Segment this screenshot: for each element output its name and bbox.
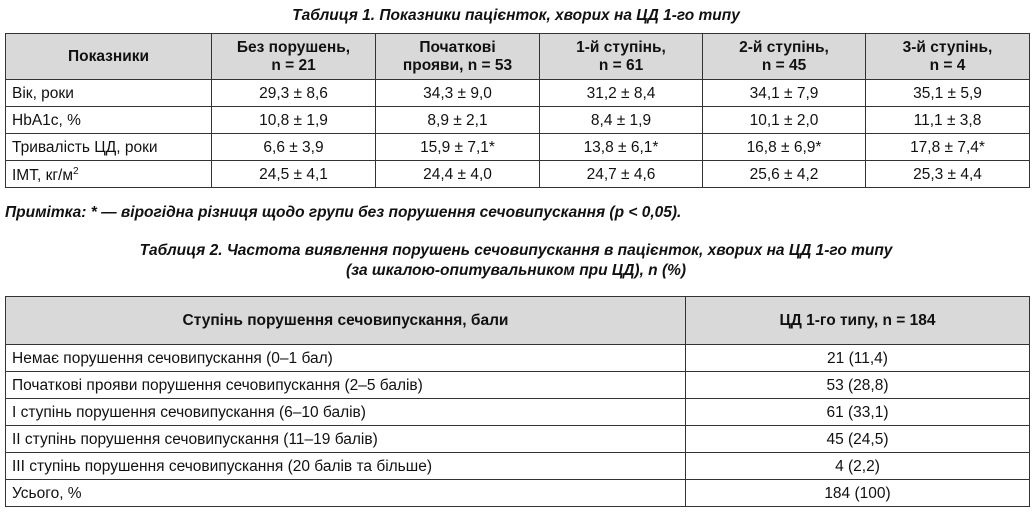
table-cell: 16,8 ± 6,9* (703, 134, 866, 161)
row-label: Початкові прояви порушення сечовипускання (2–5 балів) (6, 372, 686, 399)
header-grade-3: 3-й ступінь, n = 4 (866, 34, 1030, 80)
table-row (6, 345, 1030, 372)
table-row (6, 107, 1030, 134)
row-label: ІМТ, $кг/м^2$ (6, 161, 212, 188)
table1-title: Таблиця 1. Показники пацієнток, хворих на ЦД 1-го типу (292, 7, 740, 24)
table-row (6, 426, 1030, 453)
table-row (6, 399, 1030, 426)
row-label: I ступінь порушення сечовипускання (6–10 балів) (6, 399, 686, 426)
row-label: Тривалість ЦД, роки (6, 134, 212, 161)
table-cell: 29,3 ± 8,6 (212, 80, 376, 107)
row-label: Вік, роки (6, 80, 212, 107)
table2-header-row (6, 297, 1030, 345)
table-cell: 31,2 ± 8,4 (540, 80, 703, 107)
row-label: II ступінь порушення сечовипускання (11–19 балів) (6, 426, 686, 453)
table-row (6, 480, 1030, 507)
table-cell: 184 (100) (686, 480, 1030, 507)
header-indicators: Показники (6, 34, 212, 80)
table-cell: 61 (33,1) (686, 399, 1030, 426)
row-label: HbA1c, % (6, 107, 212, 134)
header-no-disorders: Без порушень, n = 21 (212, 34, 376, 80)
table1-header-row (6, 34, 1030, 80)
table-cell: 53 (28,8) (686, 372, 1030, 399)
table1-note: Примітка: * — вірогідна різниця щодо групи без порушення сечовипускання (р < 0,05). (5, 204, 682, 221)
urination-disorders-table (5, 296, 1030, 507)
table-cell: 15,9 ± 7,1* (376, 134, 540, 161)
table-cell: 6,6 ± 3,9 (212, 134, 376, 161)
table-cell: 34,3 ± 9,0 (376, 80, 540, 107)
header-initial-signs: Початкові прояви, n = 53 (376, 34, 540, 80)
table-cell: 25,3 ± 4,4 (866, 161, 1030, 188)
table2-title-line1: Таблиця 2. Частота виявлення порушень сечовипускання в пацієнток, хворих на ЦД 1-го типу (139, 242, 893, 259)
table-cell: 34,1 ± 7,9 (703, 80, 866, 107)
table-cell: 8,4 ± 1,9 (540, 107, 703, 134)
table-cell: 21 (11,4) (686, 345, 1030, 372)
table-cell: 11,1 ± 3,8 (866, 107, 1030, 134)
table-row (6, 80, 1030, 107)
header-grade-1: 1-й ступінь, n = 61 (540, 34, 703, 80)
table-cell: 13,8 ± 6,1* (540, 134, 703, 161)
table-cell: 25,6 ± 4,2 (703, 161, 866, 188)
row-label: Усього, % (6, 480, 686, 507)
table-cell: 24,4 ± 4,0 (376, 161, 540, 188)
header-disorder-grade: Ступінь порушення сечовипускання, бали (6, 297, 686, 345)
table-cell: 10,1 ± 2,0 (703, 107, 866, 134)
table-row (6, 161, 1030, 188)
table-cell: 4 (2,2) (686, 453, 1030, 480)
row-label: Немає порушення сечовипускання (0–1 бал) (6, 345, 686, 372)
table-cell: 35,1 ± 5,9 (866, 80, 1030, 107)
table-row (6, 372, 1030, 399)
table-cell: 24,5 ± 4,1 (212, 161, 376, 188)
header-grade-2: 2-й ступінь, n = 45 (703, 34, 866, 80)
table-cell: 17,8 ± 7,4* (866, 134, 1030, 161)
table-cell: 8,9 ± 2,1 (376, 107, 540, 134)
table-row (6, 134, 1030, 161)
table-cell: 24,7 ± 4,6 (540, 161, 703, 188)
header-dm1-total: ЦД 1-го типу, n = 184 (686, 297, 1030, 345)
row-label: III ступінь порушення сечовипускання (20 балів та більше) (6, 453, 686, 480)
table-cell: 45 (24,5) (686, 426, 1030, 453)
patient-indicators-table (5, 33, 1030, 188)
table2-title-line2: (за шкалою-опитувальником при ЦД), n (%) (345, 262, 687, 279)
table-cell: 10,8 ± 1,9 (212, 107, 376, 134)
table-row (6, 453, 1030, 480)
